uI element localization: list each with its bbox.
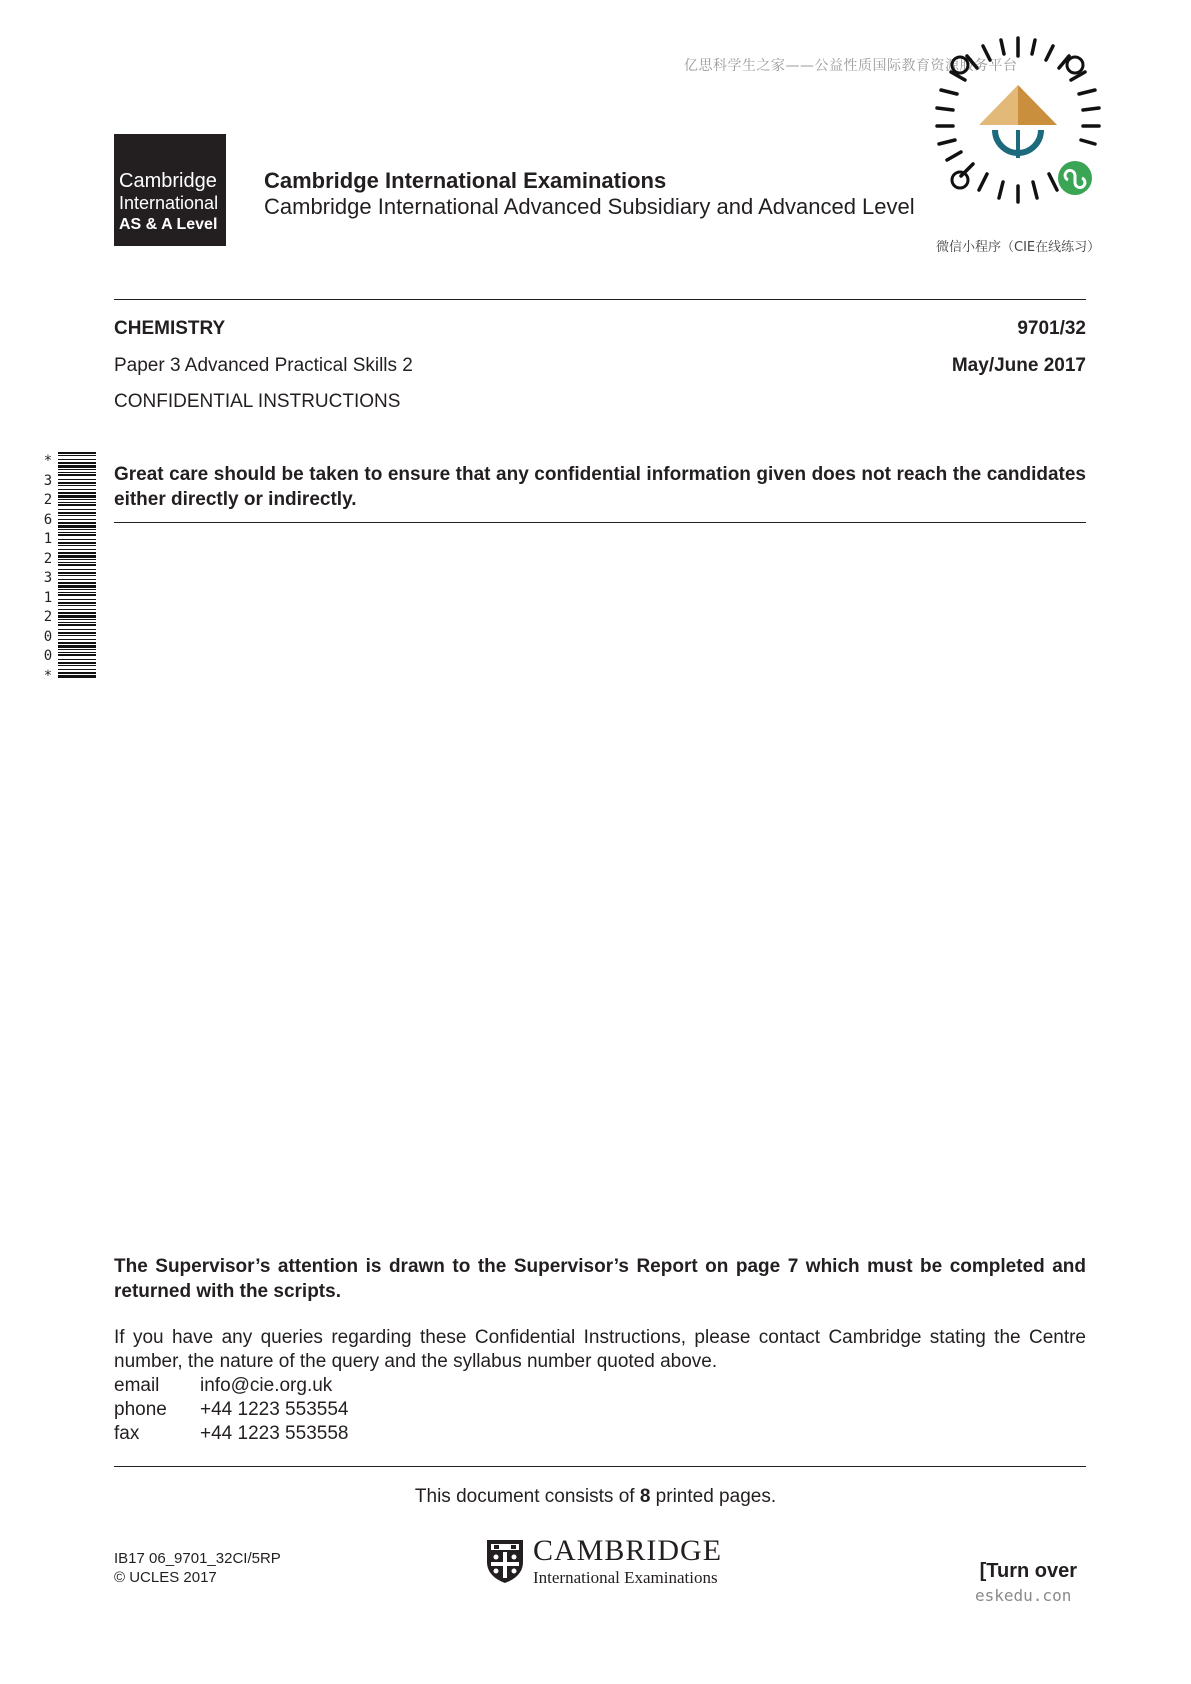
barcode-bar — [58, 474, 96, 476]
paper-title: Paper 3 Advanced Practical Skills 2 — [114, 355, 413, 376]
qualification: Cambridge International Advanced Subsidiary and Advanced Level — [264, 194, 915, 219]
barcode-bar — [58, 654, 96, 656]
watermark-text: 亿思科学生之家——公益性质国际教育资源服务平台 — [684, 58, 1018, 74]
barcode-bar — [58, 615, 96, 618]
cambridge-as-a-level-logo — [114, 134, 226, 246]
cambridge-subtitle: International Examinations — [533, 1568, 718, 1587]
subject: CHEMISTRY — [114, 318, 226, 339]
email-value: info@cie.org.uk — [200, 1375, 333, 1396]
turn-over: [Turn over — [979, 1560, 1077, 1582]
barcode-bar — [58, 629, 96, 630]
logo-line-1: Cambridge — [119, 170, 217, 192]
barcode-bar — [58, 562, 96, 563]
pages-prefix: This document consists of — [414, 1486, 640, 1507]
barcode-bar — [58, 585, 96, 588]
contact-phone — [114, 1398, 514, 1422]
barcode-bar — [58, 499, 96, 500]
cambridge-shield-icon — [485, 1538, 525, 1584]
barcode-digit: 3 — [43, 472, 53, 489]
barcode-bar — [58, 489, 96, 490]
barcode-bar — [58, 572, 96, 574]
barcode-bar — [58, 519, 96, 520]
barcode-bar — [58, 534, 96, 536]
barcode-icon — [58, 452, 96, 678]
barcode-bar — [58, 649, 96, 650]
pages-count: 8 — [639, 1486, 651, 1507]
barcode-bar — [58, 539, 96, 540]
barcode-digit: 2 — [43, 609, 53, 625]
barcode-bar — [58, 652, 96, 653]
barcode-bar — [58, 515, 96, 516]
barcode-number — [38, 452, 58, 686]
barcode-bar — [58, 564, 96, 566]
footer-codes — [114, 1549, 281, 1587]
logo-line-3: AS & A Level — [119, 216, 218, 233]
qr-caption: 微信小程序（CIE在线练习） — [936, 240, 1101, 255]
barcode-bar — [58, 632, 96, 634]
barcode-bar — [58, 525, 96, 528]
barcode-bar — [58, 579, 96, 580]
barcode-bar — [58, 485, 96, 486]
barcode-bar — [58, 592, 96, 593]
barcode-bar — [58, 482, 96, 484]
barcode-digit: 3 — [43, 570, 53, 586]
qr-code-icon — [925, 30, 1111, 216]
barcode-bar — [58, 479, 96, 480]
barcode-bar — [58, 504, 96, 506]
barcode-digit: 1 — [43, 589, 53, 606]
barcode-bar — [58, 659, 96, 660]
phone-label: phone — [114, 1399, 167, 1420]
site-watermark: eskedu.con — [975, 1586, 1072, 1605]
barcode-bar — [58, 675, 96, 678]
barcode-bar — [58, 672, 96, 674]
barcode-bar — [58, 582, 96, 584]
barcode-bar — [58, 589, 96, 590]
barcode-bar — [58, 452, 96, 454]
barcode-bar — [58, 645, 96, 648]
barcode-bar — [58, 542, 96, 544]
barcode-bar — [58, 529, 96, 530]
barcode-bar — [58, 509, 96, 510]
barcode-bar — [58, 605, 96, 606]
logo-line-2: International — [119, 193, 219, 213]
barcode-bar — [58, 639, 96, 640]
paper-code: 9701/32 — [1017, 318, 1086, 339]
fax-label: fax — [114, 1423, 140, 1444]
contact-email — [114, 1374, 514, 1398]
cambridge-wordmark: CAMBRIDGE — [533, 1534, 723, 1567]
barcode-bar — [58, 665, 96, 666]
barcode-bar — [58, 469, 96, 470]
barcode-bar — [58, 532, 96, 533]
barcode-digit: 0 — [43, 648, 53, 664]
barcode-bar — [58, 512, 96, 514]
barcode-bar — [58, 472, 96, 473]
pages-suffix: printed pages. — [650, 1486, 777, 1507]
barcode-bar — [58, 619, 96, 620]
barcode-digit: * — [43, 453, 53, 469]
barcode-bar — [58, 465, 96, 468]
barcode-bar — [58, 462, 96, 464]
barcode-bar — [58, 662, 96, 664]
barcode-digit: 2 — [43, 492, 53, 508]
barcode-bar — [58, 622, 96, 623]
barcode-bar — [58, 459, 96, 460]
barcode-digit: 2 — [43, 550, 53, 567]
barcode-bar — [58, 642, 96, 644]
copyright: © UCLES 2017 — [114, 1569, 217, 1586]
barcode-bar — [58, 455, 96, 456]
page-count-note — [0, 1486, 1191, 1508]
barcode-bar — [58, 624, 96, 626]
footer-divider — [114, 1466, 1086, 1467]
queries-text: If you have any queries regarding these Confidential Instructions, please contact Cambridge stating the Centre number, the nature of the query and the syllabus number quoted above. — [114, 1327, 1086, 1372]
barcode-bar — [58, 612, 96, 614]
barcode-bar — [58, 594, 96, 596]
barcode-bar — [58, 502, 96, 503]
barcode-digits — [38, 452, 58, 686]
document-code: IB17 06_9701_32CI/5RP — [114, 1550, 281, 1567]
barcode-bar — [58, 559, 96, 560]
exam-session: May/June 2017 — [951, 355, 1086, 376]
barcode-digit: 6 — [43, 511, 53, 528]
barcode-bar — [58, 599, 96, 600]
barcode-bar — [58, 635, 96, 636]
barcode-bar — [58, 609, 96, 610]
warning-divider — [114, 522, 1086, 523]
barcode-bar — [58, 602, 96, 604]
fax-value: +44 1223 553558 — [200, 1423, 349, 1444]
email-label: email — [114, 1375, 160, 1396]
barcode-bar — [58, 522, 96, 524]
barcode-digit: 0 — [43, 628, 53, 645]
barcode-bar — [58, 569, 96, 570]
document-type: CONFIDENTIAL INSTRUCTIONS — [114, 391, 401, 412]
barcode-bar — [58, 552, 96, 554]
barcode-bar — [58, 555, 96, 558]
barcode-digit: 1 — [43, 531, 53, 547]
barcode-bar — [58, 669, 96, 670]
barcode-bar — [58, 495, 96, 498]
contact-fax — [114, 1422, 514, 1446]
phone-value: +44 1223 553554 — [200, 1399, 349, 1420]
header-divider — [114, 299, 1086, 300]
barcode-bar — [58, 545, 96, 546]
barcode-bar — [58, 575, 96, 576]
exam-board: Cambridge International Examinations — [264, 168, 667, 193]
barcode-bar — [58, 492, 96, 494]
supervisor-note: The Supervisor’s attention is drawn to the Supervisor’s Report on page 7 which must be completed and returned with the scripts. — [114, 1256, 1086, 1302]
barcode-bar — [58, 549, 96, 550]
barcode-digit: * — [43, 667, 53, 684]
confidentiality-warning: Great care should be taken to ensure that any confidential information given does not reach the candidates either directly or indirectly. — [114, 464, 1086, 510]
